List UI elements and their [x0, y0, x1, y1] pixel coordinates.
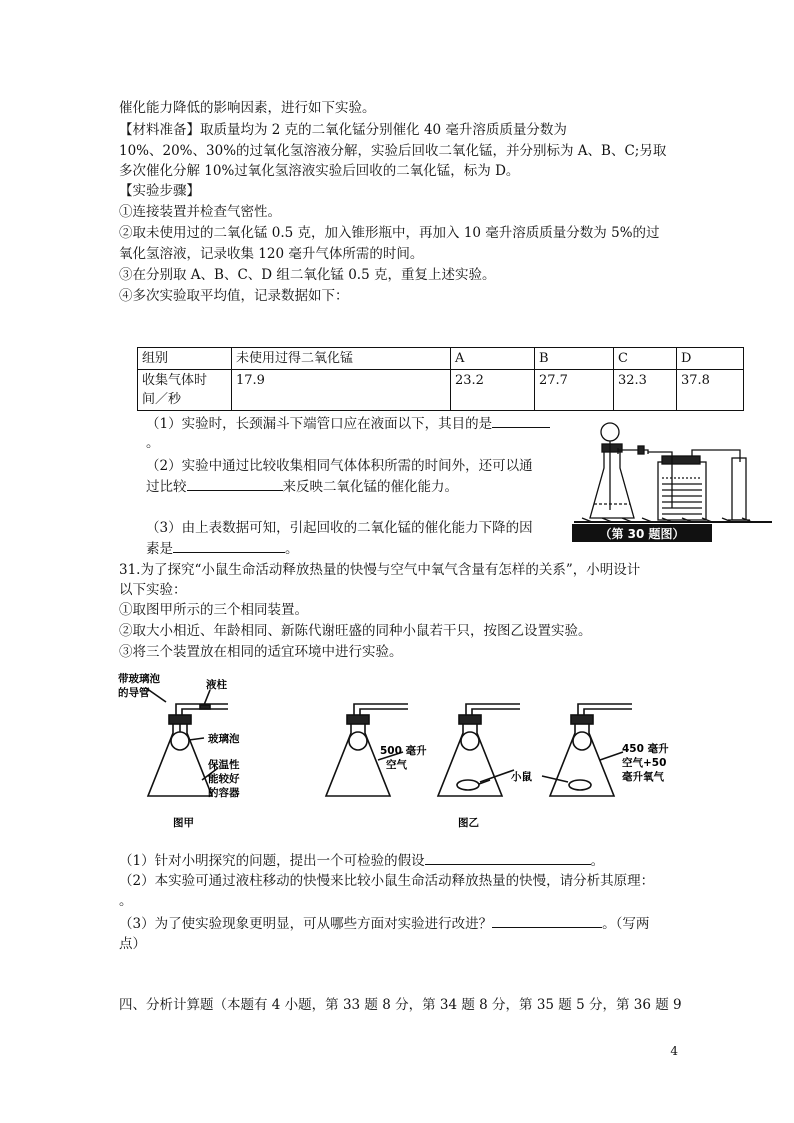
- table-cell: 17.9: [232, 370, 451, 411]
- label-container-1: 保温性: [208, 759, 240, 771]
- data-table: [137, 347, 744, 411]
- answer-blank[interactable]: [187, 476, 283, 491]
- answer-blank[interactable]: [425, 850, 591, 865]
- label-mouse: 小鼠: [511, 771, 532, 783]
- row-label-line-1: 收集气体时: [142, 373, 208, 388]
- q31-part2: （2）本实验可通过液柱移动的快慢来比较小鼠生命活动释放热量的快慢，请分析其原理：: [119, 873, 655, 889]
- table-header-row: [138, 348, 744, 370]
- q31-part3-end: 。（写两: [602, 916, 650, 932]
- label-450-1: 450 毫升: [622, 743, 669, 755]
- table-header-cell: 组别: [138, 348, 232, 370]
- table-cell: 32.3: [614, 370, 677, 411]
- label-500-1: 500 毫升: [380, 745, 427, 757]
- step-1: ①连接装置并检查气密性。: [119, 204, 281, 220]
- figure-caption-30: （第 30 题图）: [599, 527, 685, 541]
- label-container-2: 能较好: [208, 773, 240, 785]
- table-header-cell: B: [535, 348, 614, 370]
- materials-line-2: 10%、20%、30%的过氧化氢溶液分解，实验后回收二氧化锰，并分别标为 A、B、C;另取: [119, 143, 667, 159]
- label-450-3: 毫升氧气: [622, 771, 664, 783]
- step-2a: ②取未使用过的二氧化锰 0.5 克，加入锥形瓶中，再加入 10 毫升溶质质量分数为 5%的过: [119, 225, 660, 241]
- q31-step-1: ①取图甲所示的三个相同装置。: [119, 602, 308, 618]
- table-header-cell: 未使用过得二氧化锰: [232, 348, 451, 370]
- q30-part3b-pre: 素是: [146, 541, 173, 557]
- q31-part2-end: 。: [119, 893, 133, 909]
- q31-part3-tail: 点）: [119, 936, 146, 952]
- table-cell: 37.8: [677, 370, 744, 411]
- step-4: ④多次实验取平均值，记录数据如下：: [119, 288, 349, 304]
- q31-part1: [119, 850, 604, 871]
- q30-part2b-post: 来反映二氧化锰的催化能力。: [282, 479, 458, 495]
- table-cell: 27.7: [535, 370, 614, 411]
- intro-tail: 催化能力降低的影响因素，进行如下实验。: [119, 100, 376, 116]
- label-450-2: 空气+50: [622, 757, 667, 769]
- q30-part1-text: （1）实验时，长颈漏斗下端管口应在液面以下，其目的是: [146, 416, 493, 432]
- q31-intro-1: 31.为了探究“小鼠生命活动释放热量的快慢与空气中氧气含量有怎样的关系”，小明设计: [119, 562, 641, 578]
- q30-part2b-pre: 过比较: [146, 479, 187, 495]
- q30-apparatus-figure: [572, 418, 777, 546]
- materials-line-3: 多次催化分解 10%过氧化氢溶液实验后回收的二氧化锰，标为 D。: [119, 163, 520, 179]
- q30-part3b: [146, 538, 299, 559]
- answer-blank[interactable]: [492, 913, 602, 928]
- q31-part1-end: 。: [590, 853, 605, 869]
- page-number: 4: [670, 1044, 678, 1058]
- label-container-3: 的容器: [208, 787, 240, 799]
- q30-part3b-post: 。: [285, 541, 299, 557]
- label-500-2: 空气: [386, 759, 407, 771]
- q30-part2a: （2）实验中通过比较收集相同气体体积所需的时间外，还可以通: [146, 458, 533, 474]
- caption-a: 图甲: [173, 817, 194, 829]
- label-bulb: 玻璃泡: [208, 733, 240, 745]
- table-header-cell: A: [451, 348, 535, 370]
- q31-intro-2: 以下实验：: [119, 582, 187, 598]
- label-tube-1: 带玻璃泡: [118, 673, 160, 685]
- table-row: [138, 370, 744, 411]
- q31-part3-text: （3）为了使实验现象更明显，可从哪些方面对实验进行改进？: [119, 916, 493, 932]
- q31-part3: [119, 913, 649, 934]
- q30-part1-end: 。: [146, 435, 160, 451]
- q31-step-2: ②取大小相近、年龄相同、新陈代谢旺盛的同种小鼠若干只，按图乙设置实验。: [119, 623, 592, 639]
- table-cell: 23.2: [451, 370, 535, 411]
- row-label-line-2: 间／秒: [142, 392, 182, 407]
- q31-apparatus-figure: [118, 668, 698, 840]
- answer-blank[interactable]: [492, 413, 550, 428]
- q30-part1: [146, 413, 550, 434]
- label-liquid: 液柱: [206, 679, 227, 691]
- materials-line-1: 【材料准备】取质量均为 2 克的二氧化锰分别催化 40 毫升溶质质量分数为: [119, 122, 567, 138]
- answer-blank[interactable]: [173, 538, 285, 553]
- q30-part2b: [146, 476, 458, 497]
- q31-part1-text: （1）针对小明探究的问题，提出一个可检验的假设: [119, 853, 425, 869]
- caption-b: 图乙: [458, 817, 479, 829]
- label-tube-2: 的导管: [118, 687, 150, 699]
- q31-step-3: ③将三个装置放在相同的适宜环境中进行实验。: [119, 644, 403, 660]
- step-2b: 氧化氢溶液，记录收集 120 毫升气体所需的时间。: [119, 246, 424, 262]
- table-header-cell: D: [677, 348, 744, 370]
- step-3: ③在分别取 A、B、C、D 组二氧化锰 0.5 克，重复上述实验。: [119, 267, 496, 283]
- steps-heading: 【实验步骤】: [119, 183, 200, 199]
- q30-part3a: （3）由上表数据可知，引起回收的二氧化锰的催化能力下降的因: [146, 520, 533, 536]
- table-header-cell: C: [614, 348, 677, 370]
- section-4-heading: 四、分析计算题（本题有 4 小题，第 33 题 8 分，第 34 题 8 分，第 35 题 5 分，第 36 题 9: [119, 997, 682, 1013]
- table-row-label: [138, 370, 232, 411]
